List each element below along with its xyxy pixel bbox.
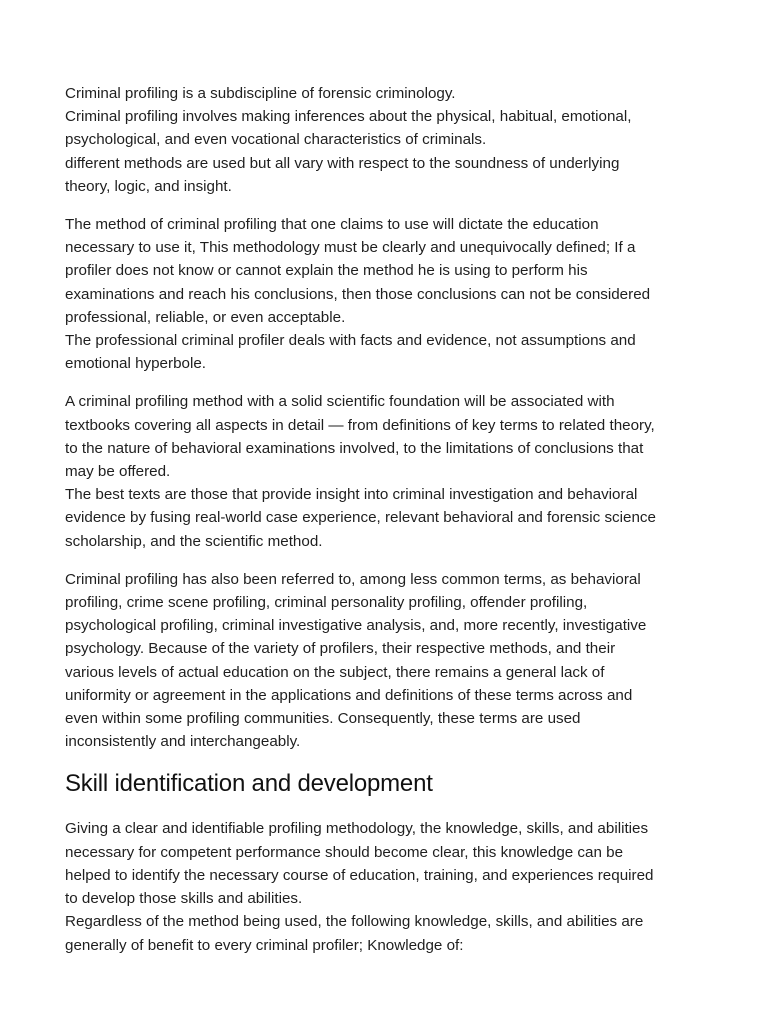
text-line: necessary to use it, This methodology must be clearly and unequivocally defined; If a	[65, 239, 636, 257]
text-line: The method of criminal profiling that one claims to use will dictate the education	[65, 216, 599, 234]
text-line: A criminal profiling method with a solid scientific foundation will be associated with	[65, 393, 615, 411]
text-line: Criminal profiling is a subdiscipline of forensic criminology.	[65, 85, 456, 102]
text-line: various levels of actual education on the subject, there remains a general lack of	[65, 663, 605, 681]
text-line: psychology. Because of the variety of profilers, their respective methods, and their	[65, 640, 616, 658]
paragraph-scientific-foundation	[65, 390, 705, 552]
text-line: Giving a clear and identifiable profiling methodology, the knowledge, skills, and abilities	[65, 820, 649, 838]
text-line: profiling, crime scene profiling, criminal personality profiling, offender profiling,	[65, 594, 588, 612]
text-line: profiler does not know or cannot explain the method he is using to perform his	[65, 262, 588, 280]
text-line: The best texts are those that provide insight into criminal investigation and behavioral	[65, 486, 638, 504]
text-line: professional, reliable, or even acceptable.	[65, 308, 346, 326]
text-line: scholarship, and the scientific method.	[65, 532, 323, 550]
text-line: to develop those skills and abilities.	[65, 890, 303, 908]
section-heading: Skill identification and development	[65, 770, 433, 798]
text-line: generally of benefit to every criminal profiler; Knowledge of:	[65, 936, 464, 954]
text-line: evidence by fusing real-world case experience, relevant behavioral and forensic science	[65, 509, 656, 527]
text-line: examinations and reach his conclusions, then those conclusions can not be considered	[65, 285, 651, 303]
text-line: theory, logic, and insight.	[65, 177, 232, 195]
paragraph-intro	[65, 82, 705, 198]
text-line: uniformity or agreement in the applications and definitions of these terms across and	[65, 686, 633, 704]
text-line: psychological profiling, criminal investigative analysis, and, more recently, investigative	[65, 617, 647, 635]
text-line: Regardless of the method being used, the following knowledge, skills, and abilities are	[65, 913, 644, 931]
text-line: necessary for competent performance should become clear, this knowledge can be	[65, 843, 624, 861]
text-line: to the nature of behavioral examinations involved, to the limitations of conclusions that	[65, 439, 644, 457]
paragraph-skills	[65, 817, 705, 956]
text-line: different methods are used but all vary with respect to the soundness of underlying	[65, 154, 620, 172]
paragraph-terminology	[65, 568, 705, 754]
text-line: emotional hyperbole.	[65, 355, 206, 373]
text-line: even within some profiling communities. Consequently, these terms are used	[65, 710, 581, 728]
text-line: textbooks covering all aspects in detail — from definitions of key terms to related theory,	[65, 416, 655, 434]
text-line: The professional criminal profiler deals with facts and evidence, not assumptions and	[65, 332, 636, 350]
text-line: inconsistently and interchangeably.	[65, 733, 301, 751]
document-page	[65, 82, 705, 972]
text-line: psychological, and even vocational characteristics of criminals.	[65, 131, 487, 149]
text-line: Criminal profiling involves making inferences about the physical, habitual, emotional,	[65, 108, 632, 126]
paragraph-methodology	[65, 213, 705, 375]
text-line: Criminal profiling has also been referred to, among less common terms, as behavioral	[65, 570, 641, 588]
text-line: helped to identify the necessary course of education, training, and experiences required	[65, 866, 654, 884]
text-line: may be offered.	[65, 463, 171, 481]
